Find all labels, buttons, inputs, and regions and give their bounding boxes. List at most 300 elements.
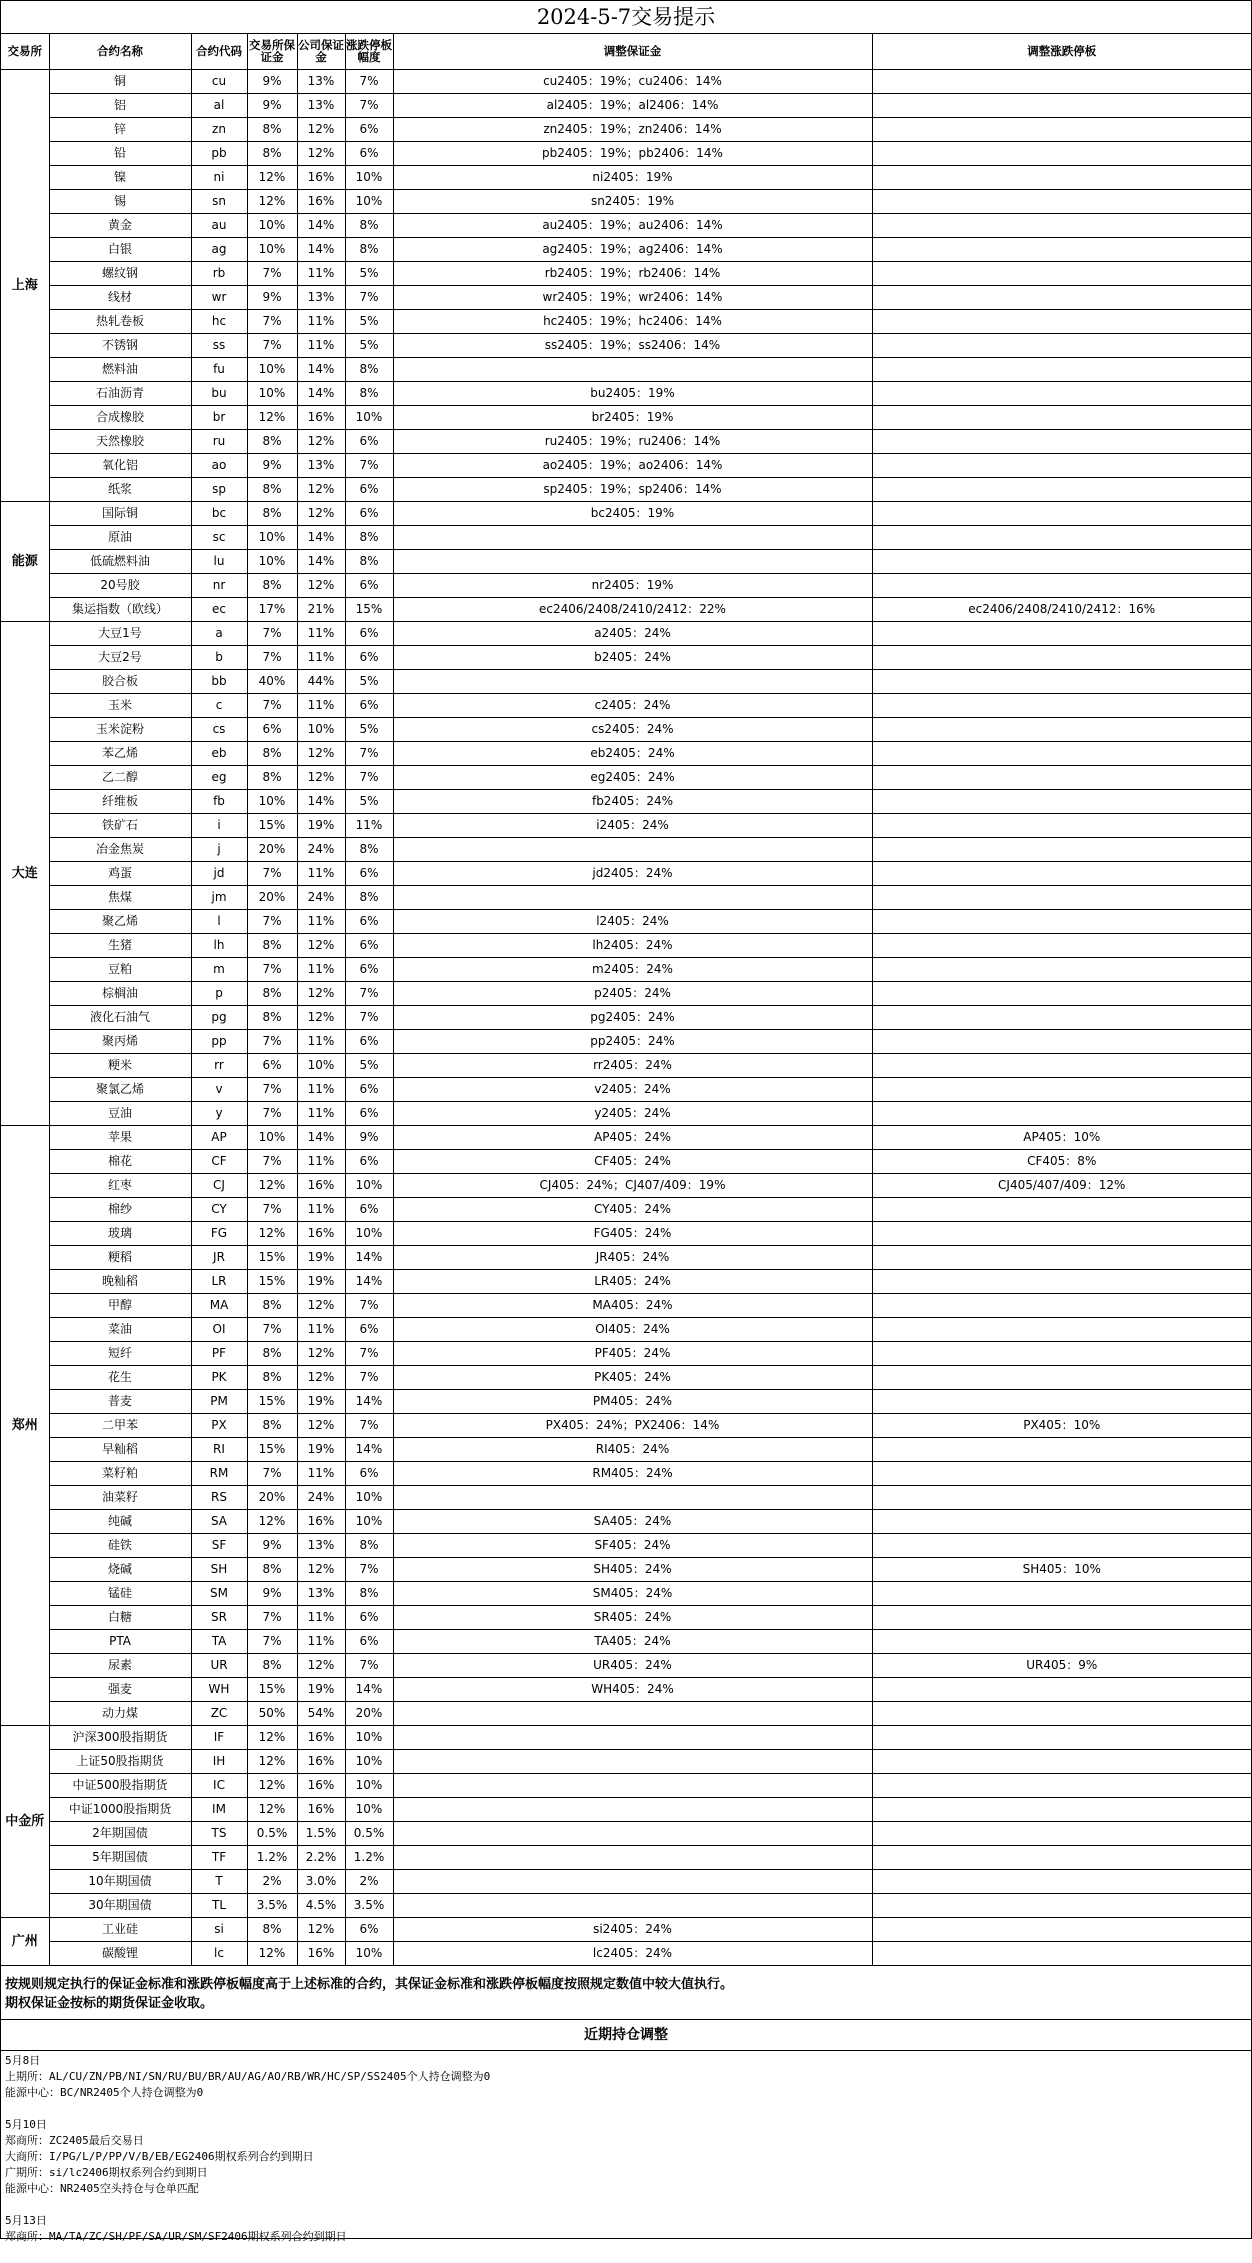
price-limit-cell: 6% xyxy=(345,1101,393,1125)
adjusted-limit-cell xyxy=(872,1677,1251,1701)
contract-code-cell: PF xyxy=(191,1341,247,1365)
adjusted-limit-cell xyxy=(872,141,1251,165)
table-row xyxy=(1,357,1251,381)
table-row xyxy=(1,1173,1251,1197)
contract-code-cell: l xyxy=(191,909,247,933)
contract-name-cell: 玻璃 xyxy=(49,1221,191,1245)
table-row xyxy=(1,1629,1251,1653)
table-row xyxy=(1,837,1251,861)
header-exchange-margin: 交易所保证金 xyxy=(247,34,297,69)
contract-code-cell: AP xyxy=(191,1125,247,1149)
company-margin-cell: 4.5% xyxy=(297,1893,345,1917)
company-margin-cell: 11% xyxy=(297,645,345,669)
header-contract-name: 合约名称 xyxy=(49,34,191,69)
exchange-margin-cell: 7% xyxy=(247,1461,297,1485)
contract-name-cell: 纸浆 xyxy=(49,477,191,501)
contract-code-cell: m xyxy=(191,957,247,981)
adjusted-limit-cell xyxy=(872,429,1251,453)
exchange-margin-cell: 8% xyxy=(247,741,297,765)
contract-code-cell: RS xyxy=(191,1485,247,1509)
adjusted-limit-cell xyxy=(872,621,1251,645)
price-limit-cell: 8% xyxy=(345,1581,393,1605)
company-margin-cell: 12% xyxy=(297,117,345,141)
exchange-margin-cell: 8% xyxy=(247,1653,297,1677)
contract-code-cell: a xyxy=(191,621,247,645)
contract-code-cell: CF xyxy=(191,1149,247,1173)
contract-code-cell: lc xyxy=(191,1941,247,1965)
price-limit-cell: 7% xyxy=(345,741,393,765)
company-margin-cell: 24% xyxy=(297,1485,345,1509)
price-limit-cell: 6% xyxy=(345,1917,393,1941)
contract-code-cell: eg xyxy=(191,765,247,789)
price-limit-cell: 11% xyxy=(345,813,393,837)
company-margin-cell: 19% xyxy=(297,1437,345,1461)
contract-code-cell: SM xyxy=(191,1581,247,1605)
contract-code-cell: IC xyxy=(191,1773,247,1797)
table-row xyxy=(1,909,1251,933)
table-row xyxy=(1,1509,1251,1533)
adjusted-limit-cell xyxy=(872,1509,1251,1533)
adjusted-margin-cell: bc2405：19% xyxy=(393,501,872,525)
price-limit-cell: 5% xyxy=(345,1053,393,1077)
contract-code-cell: SA xyxy=(191,1509,247,1533)
contract-name-cell: 国际铜 xyxy=(49,501,191,525)
company-margin-cell: 11% xyxy=(297,621,345,645)
adjusted-limit-cell xyxy=(872,1821,1251,1845)
position-group xyxy=(5,2117,1247,2197)
adjusted-margin-cell: SA405：24% xyxy=(393,1509,872,1533)
price-limit-cell: 5% xyxy=(345,309,393,333)
adjusted-margin-cell xyxy=(393,357,872,381)
price-limit-cell: 20% xyxy=(345,1701,393,1725)
exchange-margin-cell: 12% xyxy=(247,1773,297,1797)
table-row xyxy=(1,765,1251,789)
adjusted-margin-cell: a2405：24% xyxy=(393,621,872,645)
adjusted-margin-cell: WH405：24% xyxy=(393,1677,872,1701)
adjusted-limit-cell xyxy=(872,981,1251,1005)
adjusted-limit-cell xyxy=(872,693,1251,717)
contract-name-cell: 烧碱 xyxy=(49,1557,191,1581)
positions-title: 近期持仓调整 xyxy=(1,2020,1251,2051)
company-margin-cell: 12% xyxy=(297,1413,345,1437)
contract-name-cell: 铁矿石 xyxy=(49,813,191,837)
contract-code-cell: ec xyxy=(191,597,247,621)
price-limit-cell: 8% xyxy=(345,213,393,237)
price-limit-cell: 10% xyxy=(345,405,393,429)
exchange-margin-cell: 1.2% xyxy=(247,1845,297,1869)
table-row xyxy=(1,693,1251,717)
contract-code-cell: PK xyxy=(191,1365,247,1389)
company-margin-cell: 14% xyxy=(297,1125,345,1149)
price-limit-cell: 6% xyxy=(345,117,393,141)
exchange-margin-cell: 8% xyxy=(247,1413,297,1437)
adjusted-margin-cell: br2405：19% xyxy=(393,405,872,429)
header-exchange: 交易所 xyxy=(1,34,49,69)
adjusted-limit-cell xyxy=(872,1197,1251,1221)
position-line: 上期所：AL/CU/ZN/PB/NI/SN/RU/BU/BR/AU/AG/AO/RB/WR/HC/SP/SS2405个人持仓调整为0 xyxy=(5,2069,491,2083)
contract-name-cell: 30年期国债 xyxy=(49,1893,191,1917)
contract-code-cell: sp xyxy=(191,477,247,501)
exchange-margin-cell: 7% xyxy=(247,1629,297,1653)
contract-code-cell: ss xyxy=(191,333,247,357)
company-margin-cell: 13% xyxy=(297,69,345,93)
adjusted-margin-cell xyxy=(393,1869,872,1893)
price-limit-cell: 6% xyxy=(345,501,393,525)
contract-name-cell: 豆油 xyxy=(49,1101,191,1125)
company-margin-cell: 16% xyxy=(297,1173,345,1197)
price-limit-cell: 5% xyxy=(345,789,393,813)
price-limit-cell: 7% xyxy=(345,1293,393,1317)
adjusted-margin-cell: FG405：24% xyxy=(393,1221,872,1245)
table-row xyxy=(1,1677,1251,1701)
adjusted-margin-cell: PX405：24%；PX2406：14% xyxy=(393,1413,872,1437)
adjusted-limit-cell xyxy=(872,261,1251,285)
price-limit-cell: 6% xyxy=(345,1029,393,1053)
price-limit-cell: 7% xyxy=(345,69,393,93)
exchange-margin-cell: 15% xyxy=(247,1269,297,1293)
adjusted-margin-cell: nr2405：19% xyxy=(393,573,872,597)
contract-code-cell: au xyxy=(191,213,247,237)
contract-code-cell: PX xyxy=(191,1413,247,1437)
adjusted-limit-cell xyxy=(872,1269,1251,1293)
contract-name-cell: 原油 xyxy=(49,525,191,549)
contract-code-cell: CY xyxy=(191,1197,247,1221)
adjusted-margin-cell: PM405：24% xyxy=(393,1389,872,1413)
table-row xyxy=(1,669,1251,693)
company-margin-cell: 14% xyxy=(297,549,345,573)
company-margin-cell: 11% xyxy=(297,909,345,933)
contract-name-cell: 工业硅 xyxy=(49,1917,191,1941)
contract-name-cell: 棉花 xyxy=(49,1149,191,1173)
contract-name-cell: 镍 xyxy=(49,165,191,189)
contract-name-cell: 合成橡胶 xyxy=(49,405,191,429)
price-limit-cell: 8% xyxy=(345,381,393,405)
price-limit-cell: 6% xyxy=(345,861,393,885)
exchange-margin-cell: 7% xyxy=(247,1149,297,1173)
company-margin-cell: 16% xyxy=(297,405,345,429)
position-date: 5月10日 xyxy=(5,2117,47,2131)
contract-code-cell: hc xyxy=(191,309,247,333)
adjusted-limit-cell: SH405：10% xyxy=(872,1557,1251,1581)
contract-name-cell: 强麦 xyxy=(49,1677,191,1701)
contract-name-cell: 玉米淀粉 xyxy=(49,717,191,741)
adjusted-margin-cell xyxy=(393,1797,872,1821)
contract-code-cell: lh xyxy=(191,933,247,957)
price-limit-cell: 5% xyxy=(345,717,393,741)
contract-name-cell: 10年期国债 xyxy=(49,1869,191,1893)
table-row xyxy=(1,1605,1251,1629)
company-margin-cell: 16% xyxy=(297,165,345,189)
table-row xyxy=(1,1125,1251,1149)
contract-name-cell: 尿素 xyxy=(49,1653,191,1677)
adjusted-margin-cell: cu2405：19%；cu2406：14% xyxy=(393,69,872,93)
contract-name-cell: 碳酸锂 xyxy=(49,1941,191,1965)
company-margin-cell: 19% xyxy=(297,1677,345,1701)
price-limit-cell: 3.5% xyxy=(345,1893,393,1917)
adjusted-margin-cell: ao2405：19%；ao2406：14% xyxy=(393,453,872,477)
contract-code-cell: TL xyxy=(191,1893,247,1917)
company-margin-cell: 14% xyxy=(297,789,345,813)
contract-code-cell: y xyxy=(191,1101,247,1125)
adjusted-margin-cell: pg2405：24% xyxy=(393,1005,872,1029)
table-row xyxy=(1,1005,1251,1029)
adjusted-margin-cell: SM405：24% xyxy=(393,1581,872,1605)
exchange-margin-cell: 8% xyxy=(247,1557,297,1581)
exchange-cell: 郑州 xyxy=(1,1125,49,1725)
adjusted-margin-cell: wr2405：19%；wr2406：14% xyxy=(393,285,872,309)
price-limit-cell: 14% xyxy=(345,1389,393,1413)
adjusted-limit-cell xyxy=(872,933,1251,957)
contract-name-cell: 线材 xyxy=(49,285,191,309)
price-limit-cell: 10% xyxy=(345,1221,393,1245)
header-adjusted-margin: 调整保证金 xyxy=(393,34,872,69)
adjusted-limit-cell xyxy=(872,309,1251,333)
adjusted-limit-cell xyxy=(872,1917,1251,1941)
price-limit-cell: 6% xyxy=(345,1629,393,1653)
price-limit-cell: 5% xyxy=(345,333,393,357)
contract-name-cell: 锰硅 xyxy=(49,1581,191,1605)
contract-name-cell: 集运指数（欧线） xyxy=(49,597,191,621)
contract-name-cell: 早籼稻 xyxy=(49,1437,191,1461)
exchange-margin-cell: 7% xyxy=(247,1077,297,1101)
contract-code-cell: sn xyxy=(191,189,247,213)
table-row xyxy=(1,285,1251,309)
table-row xyxy=(1,333,1251,357)
exchange-margin-cell: 9% xyxy=(247,1533,297,1557)
contract-code-cell: IF xyxy=(191,1725,247,1749)
table-row xyxy=(1,1821,1251,1845)
table-row xyxy=(1,1101,1251,1125)
exchange-margin-cell: 12% xyxy=(247,189,297,213)
table-row xyxy=(1,261,1251,285)
adjusted-limit-cell: PX405：10% xyxy=(872,1413,1251,1437)
adjusted-limit-cell xyxy=(872,1749,1251,1773)
exchange-margin-cell: 15% xyxy=(247,1389,297,1413)
company-margin-cell: 12% xyxy=(297,429,345,453)
adjusted-limit-cell xyxy=(872,1605,1251,1629)
adjusted-margin-cell xyxy=(393,1893,872,1917)
contract-name-cell: 热轧卷板 xyxy=(49,309,191,333)
contract-name-cell: 乙二醇 xyxy=(49,765,191,789)
company-margin-cell: 14% xyxy=(297,213,345,237)
contract-name-cell: 生猪 xyxy=(49,933,191,957)
table-row xyxy=(1,813,1251,837)
contract-code-cell: b xyxy=(191,645,247,669)
adjusted-margin-cell: AP405：24% xyxy=(393,1125,872,1149)
contract-code-cell: SR xyxy=(191,1605,247,1629)
price-limit-cell: 10% xyxy=(345,1485,393,1509)
adjusted-margin-cell xyxy=(393,837,872,861)
table-row xyxy=(1,717,1251,741)
adjusted-margin-cell: ni2405：19% xyxy=(393,165,872,189)
table-row xyxy=(1,1053,1251,1077)
adjusted-margin-cell: SF405：24% xyxy=(393,1533,872,1557)
price-limit-cell: 7% xyxy=(345,453,393,477)
company-margin-cell: 10% xyxy=(297,1053,345,1077)
table-body xyxy=(1,69,1251,1965)
exchange-cell: 中金所 xyxy=(1,1725,49,1917)
table-row xyxy=(1,381,1251,405)
exchange-margin-cell: 10% xyxy=(247,549,297,573)
table-row xyxy=(1,1341,1251,1365)
table-row xyxy=(1,1749,1251,1773)
adjusted-margin-cell: OI405：24% xyxy=(393,1317,872,1341)
contract-code-cell: i xyxy=(191,813,247,837)
exchange-margin-cell: 12% xyxy=(247,1509,297,1533)
contract-name-cell: 燃料油 xyxy=(49,357,191,381)
price-limit-cell: 10% xyxy=(345,1725,393,1749)
contract-code-cell: SH xyxy=(191,1557,247,1581)
contract-code-cell: bu xyxy=(191,381,247,405)
exchange-margin-cell: 7% xyxy=(247,1197,297,1221)
contract-name-cell: 玉米 xyxy=(49,693,191,717)
exchange-margin-cell: 8% xyxy=(247,1341,297,1365)
table-row xyxy=(1,621,1251,645)
company-margin-cell: 12% xyxy=(297,1653,345,1677)
exchange-margin-cell: 12% xyxy=(247,1221,297,1245)
table-row xyxy=(1,1197,1251,1221)
contract-code-cell: j xyxy=(191,837,247,861)
price-limit-cell: 10% xyxy=(345,1509,393,1533)
exchange-margin-cell: 7% xyxy=(247,1029,297,1053)
adjusted-limit-cell xyxy=(872,717,1251,741)
company-margin-cell: 12% xyxy=(297,1293,345,1317)
margin-table xyxy=(1,34,1251,1966)
table-row xyxy=(1,141,1251,165)
adjusted-limit-cell xyxy=(872,357,1251,381)
company-margin-cell: 12% xyxy=(297,1341,345,1365)
contract-name-cell: 粳米 xyxy=(49,1053,191,1077)
contract-code-cell: wr xyxy=(191,285,247,309)
contract-name-cell: PTA xyxy=(49,1629,191,1653)
table-row xyxy=(1,117,1251,141)
price-limit-cell: 7% xyxy=(345,1653,393,1677)
company-margin-cell: 12% xyxy=(297,1365,345,1389)
table-row xyxy=(1,1557,1251,1581)
contract-name-cell: 花生 xyxy=(49,1365,191,1389)
contract-name-cell: 铝 xyxy=(49,93,191,117)
adjusted-limit-cell xyxy=(872,93,1251,117)
table-row xyxy=(1,1149,1251,1173)
contract-code-cell: FG xyxy=(191,1221,247,1245)
adjusted-margin-cell: sp2405：19%；sp2406：14% xyxy=(393,477,872,501)
table-row xyxy=(1,429,1251,453)
table-row xyxy=(1,645,1251,669)
contract-code-cell: rb xyxy=(191,261,247,285)
contract-code-cell: LR xyxy=(191,1269,247,1293)
adjusted-margin-cell: zn2405：19%；zn2406：14% xyxy=(393,117,872,141)
table-row xyxy=(1,1029,1251,1053)
adjusted-limit-cell xyxy=(872,1629,1251,1653)
adjusted-margin-cell: MA405：24% xyxy=(393,1293,872,1317)
adjusted-margin-cell: fb2405：24% xyxy=(393,789,872,813)
exchange-margin-cell: 7% xyxy=(247,1101,297,1125)
contract-name-cell: 氧化铝 xyxy=(49,453,191,477)
position-group xyxy=(5,2213,1247,2245)
price-limit-cell: 7% xyxy=(345,765,393,789)
table-row xyxy=(1,1701,1251,1725)
table-row xyxy=(1,789,1251,813)
contract-code-cell: nr xyxy=(191,573,247,597)
price-limit-cell: 15% xyxy=(345,597,393,621)
exchange-margin-cell: 0.5% xyxy=(247,1821,297,1845)
adjusted-limit-cell: ec2406/2408/2410/2412：16% xyxy=(872,597,1251,621)
exchange-cell: 上海 xyxy=(1,69,49,501)
price-limit-cell: 14% xyxy=(345,1245,393,1269)
position-group xyxy=(5,2053,1247,2101)
table-row xyxy=(1,237,1251,261)
company-margin-cell: 14% xyxy=(297,357,345,381)
exchange-margin-cell: 12% xyxy=(247,1725,297,1749)
contract-name-cell: 棉纱 xyxy=(49,1197,191,1221)
adjusted-limit-cell: AP405：10% xyxy=(872,1125,1251,1149)
table-row xyxy=(1,981,1251,1005)
adjusted-limit-cell xyxy=(872,1941,1251,1965)
adjusted-limit-cell xyxy=(872,1365,1251,1389)
table-row xyxy=(1,309,1251,333)
contract-code-cell: al xyxy=(191,93,247,117)
positions-list xyxy=(1,2051,1251,2263)
company-margin-cell: 16% xyxy=(297,189,345,213)
table-row xyxy=(1,1461,1251,1485)
price-limit-cell: 10% xyxy=(345,1749,393,1773)
price-limit-cell: 6% xyxy=(345,1605,393,1629)
price-limit-cell: 7% xyxy=(345,1341,393,1365)
company-margin-cell: 12% xyxy=(297,1557,345,1581)
adjusted-margin-cell xyxy=(393,1725,872,1749)
contract-code-cell: MA xyxy=(191,1293,247,1317)
adjusted-limit-cell xyxy=(872,1053,1251,1077)
contract-name-cell: 上证50股指期货 xyxy=(49,1749,191,1773)
adjusted-margin-cell: RM405：24% xyxy=(393,1461,872,1485)
company-margin-cell: 19% xyxy=(297,813,345,837)
exchange-margin-cell: 40% xyxy=(247,669,297,693)
table-row xyxy=(1,1365,1251,1389)
adjusted-limit-cell xyxy=(872,1797,1251,1821)
price-limit-cell: 6% xyxy=(345,645,393,669)
header-company-margin: 公司保证金 xyxy=(297,34,345,69)
contract-code-cell: RI xyxy=(191,1437,247,1461)
price-limit-cell: 6% xyxy=(345,1149,393,1173)
price-limit-cell: 6% xyxy=(345,1461,393,1485)
company-margin-cell: 11% xyxy=(297,261,345,285)
price-limit-cell: 8% xyxy=(345,357,393,381)
adjusted-limit-cell xyxy=(872,333,1251,357)
adjusted-margin-cell: y2405：24% xyxy=(393,1101,872,1125)
contract-name-cell: 甲醇 xyxy=(49,1293,191,1317)
price-limit-cell: 8% xyxy=(345,885,393,909)
contract-name-cell: 铜 xyxy=(49,69,191,93)
adjusted-margin-cell: CJ405：24%；CJ407/409：19% xyxy=(393,1173,872,1197)
contract-code-cell: cu xyxy=(191,69,247,93)
adjusted-limit-cell xyxy=(872,525,1251,549)
exchange-margin-cell: 8% xyxy=(247,141,297,165)
adjusted-margin-cell: JR405：24% xyxy=(393,1245,872,1269)
contract-code-cell: bc xyxy=(191,501,247,525)
adjusted-margin-cell: si2405：24% xyxy=(393,1917,872,1941)
exchange-margin-cell: 9% xyxy=(247,93,297,117)
company-margin-cell: 54% xyxy=(297,1701,345,1725)
contract-name-cell: 白银 xyxy=(49,237,191,261)
company-margin-cell: 11% xyxy=(297,309,345,333)
company-margin-cell: 13% xyxy=(297,285,345,309)
adjusted-limit-cell xyxy=(872,1869,1251,1893)
price-limit-cell: 8% xyxy=(345,1533,393,1557)
contract-name-cell: 聚氯乙烯 xyxy=(49,1077,191,1101)
adjusted-margin-cell xyxy=(393,1773,872,1797)
company-margin-cell: 11% xyxy=(297,1317,345,1341)
contract-code-cell: fu xyxy=(191,357,247,381)
